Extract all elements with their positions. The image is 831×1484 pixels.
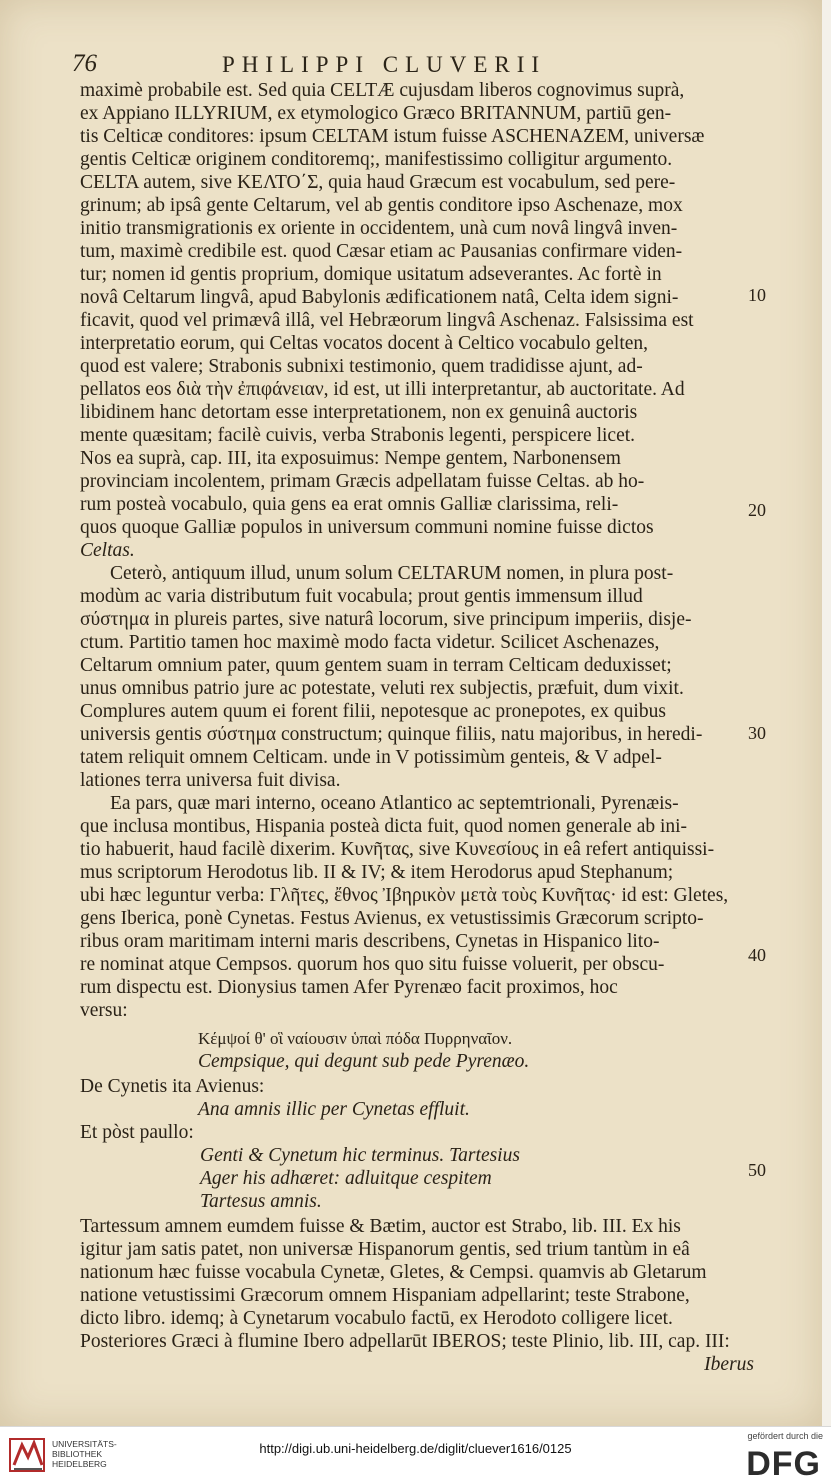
text-line: quos quoque Galliæ populos in universum communi nomine fuisse dictos xyxy=(80,517,654,538)
text-line: lationes terra universa fuit divisa. xyxy=(80,770,341,791)
text-line: Ceterò, antiquum illud, unum solum CELTARUM nomen, in plura post- xyxy=(110,563,674,584)
text-line: ficavit, quod vel primævâ illâ, vel Hebræorum lingvâ Aschenaz. Falsissima est xyxy=(80,310,694,331)
text-line: ubi hæc leguntur verba: Γλῆτες, ἔθνος Ἰβηρικὸν μετὰ τοὺς Κυνῆτας· id est: Gletes, xyxy=(80,885,729,906)
text-line: universis gentis σύστημα constructum; quinque filiis, natu majoribus, in heredi- xyxy=(80,724,703,745)
text-line: libidinem hanc detortam esse interpretationem, non ex genuinâ auctoris xyxy=(80,402,638,423)
greek-verse: Κέμψοί θ' οἳ ναίουσιν ὑπαὶ πόδα Πυρρηναῖον. xyxy=(198,1029,513,1048)
library-name-line: UNIVERSITÄTS- xyxy=(52,1439,117,1449)
margin-line-number: 40 xyxy=(748,945,766,965)
text-line: De Cynetis ita Avienus: xyxy=(80,1076,265,1097)
text-line: modùm ac varia distributum fuit vocabula; prout gentis immensum illud xyxy=(80,586,643,607)
funder-caption: gefördert durch die xyxy=(747,1431,823,1441)
text-line: Celtas. xyxy=(80,540,135,561)
dfg-logo-icon: DFG xyxy=(746,1445,821,1483)
permalink-url[interactable]: http://digi.ub.uni-heidelberg.de/diglit/cluever1616/0125 xyxy=(259,1441,572,1456)
text-line: tatem reliquit omnem Celticam. unde in V potissimùm genteis, & V adpel- xyxy=(80,747,662,768)
text-line: ctum. Partitio tamen hoc maximè modo facta videtur. Scilicet Aschenazes, xyxy=(80,632,660,653)
text-line: Complures autem quum ei forent filii, nepotesque ac pronepotes, ex quibus xyxy=(80,701,666,722)
margin-line-number: 10 xyxy=(748,285,766,305)
verse-line: Tartesus amnis. xyxy=(200,1191,322,1212)
text-line: tis Celticæ conditores: ipsum CELTAM istum fuisse ASCHENAZEM, universæ xyxy=(80,126,705,147)
text-line: interpretatio eorum, qui Celtas vocatos docent à Celtico vocabulo gelten, xyxy=(80,333,649,354)
text-line: novâ Celtarum lingvâ, apud Babylonis ædificationem natâ, Celta idem signi- xyxy=(80,287,679,308)
page-header xyxy=(72,50,752,84)
text-line: Nos ea suprà, cap. III, ita exposuimus: Nempe gentem, Narbonensem xyxy=(80,448,621,469)
catchword: Iberus xyxy=(704,1354,754,1375)
page-number: 76 xyxy=(72,50,97,77)
text-line: maximè probabile est. Sed quia CELTÆ cujusdam liberos cognovimus suprà, xyxy=(80,80,685,101)
text-line: Ea pars, quæ mari interno, oceano Atlantico ac septemtrionali, Pyrenæis- xyxy=(110,793,679,814)
text-line: nationum hæc fuisse vocabula Cynetæ, Gletes, & Cempsi. quamvis ab Gletarum xyxy=(80,1262,707,1283)
text-line: versu: xyxy=(80,1000,128,1021)
text-line: Tartessum amnem eumdem fuisse & Bætim, auctor est Strabo, lib. III. Ex his xyxy=(80,1216,681,1237)
text-line: mus scriptorum Herodotus lib. II & IV; & item Herodorus apud Stephanum; xyxy=(80,862,674,883)
text-line: grinum; ab ipsâ gente Celtarum, vel ab gentis conditore ipso Aschenaze, mox xyxy=(80,195,683,216)
text-line: Posteriores Græci à flumine Ibero adpellarūt IBEROS; teste Plinio, lib. III, cap. III: xyxy=(80,1331,730,1352)
text-line: quod est valere; Strabonis subnixi testimonio, quem tradidisse ajunt, ad- xyxy=(80,356,643,377)
margin-line-number: 30 xyxy=(748,723,766,743)
text-line: σύστημα in plureis partes, sive naturâ locorum, sive principum imperiis, disje- xyxy=(80,609,692,630)
library-name-line: HEIDELBERG xyxy=(52,1459,107,1469)
text-line: initio transmigrationis ex oriente in occidentem, unà cum novâ lingvâ inven- xyxy=(80,218,678,239)
text-line: gentis Celticæ originem conditoremq;, manifestissimo colligitur argumento. xyxy=(80,149,673,170)
text-line: que inclusa montibus, Hispania posteà dicta fuit, quod nomen generale ab ini- xyxy=(80,816,688,837)
text-line: re nominat atque Cempsos. quorum hos quo situ fuisse voluerit, per obscu- xyxy=(80,954,665,975)
text-line: mente quæsitam; facilè cuivis, verba Strabonis legenti, perspicere licet. xyxy=(80,425,636,446)
text-line: tur; nomen id gentis proprium, domique usitatum adseverantes. Ac fortè in xyxy=(80,264,662,285)
text-line: tum, maximè credibile est. quod Cæsar etiam ac Pausanias confirmare viden- xyxy=(80,241,683,262)
text-line: dicto libro. idemq; à Cynetarum vocabulo factū, ex Herodoto colligere licet. xyxy=(80,1308,673,1329)
verse-line: Genti & Cynetum hic terminus. Tartesius xyxy=(200,1145,520,1166)
text-line: igitur jam satis patet, non universæ Hispanorum gentis, sed trium tantùm in eâ xyxy=(80,1239,690,1260)
text-line: tio habuerit, haud facilè dixerim. Κυνῆτας, sive Κυνεσίους in eâ refert antiquissi- xyxy=(80,839,715,860)
text-line: rum posteà vocabulo, quia gens ea erat omnis Galliæ clarissima, reli- xyxy=(80,494,619,515)
margin-line-number: 20 xyxy=(748,500,766,520)
text-line: ex Appiano ILLYRIUM, ex etymologico Græco BRITANNUM, partiū gen- xyxy=(80,103,672,124)
running-head: PHILIPPI CLUVERII xyxy=(222,52,547,77)
text-line: gens Iberica, ponè Cynetas. Festus Avienus, ex vetustissimis Græcorum scripto- xyxy=(80,908,704,929)
text-line: Et pòst paullo: xyxy=(80,1122,194,1143)
verse-translation: Cempsique, qui degunt sub pede Pyrenæo. xyxy=(198,1051,530,1072)
scan-border xyxy=(822,0,831,1426)
text-line: pellatos eos διὰ τὴν ἐπιφάνειαν, id est, ut illi interpretantur, ab auctoritate. Ad xyxy=(80,379,685,400)
text-line: natione vetustissimi Græcorum omnem Hispaniam adpellarint; teste Strabone, xyxy=(80,1285,690,1306)
margin-line-number: 50 xyxy=(748,1160,766,1180)
text-line: provinciam incolentem, primam Græcis adpellatam fuisse Celtas. ab ho- xyxy=(80,471,645,492)
text-line: CELTA autem, sive ΚΕΛΤΟ΄Σ, quia haud Græcum est vocabulum, sed pere- xyxy=(80,172,676,193)
verse-line: Ager his adhæret: adluitque cespitem xyxy=(200,1168,492,1189)
verse-line: Ana amnis illic per Cynetas effluit. xyxy=(198,1099,470,1120)
text-line: ribus oram maritimam interni maris describens, Cynetas in Hispanico lito- xyxy=(80,931,660,952)
text-line: unus omnibus patrio jure ac potestate, veluti rex subjectis, præfuit, dum vixit. xyxy=(80,678,684,699)
text-line: Celtarum omnium pater, quum gentem suam in terram Celticam deduxisset; xyxy=(80,655,672,676)
library-name-line: BIBLIOTHEK xyxy=(52,1449,103,1459)
text-line: rum dispectu est. Dionysius tamen Afer Pyrenæo facit proximos, hoc xyxy=(80,977,618,998)
viewer-footer xyxy=(0,1426,831,1484)
